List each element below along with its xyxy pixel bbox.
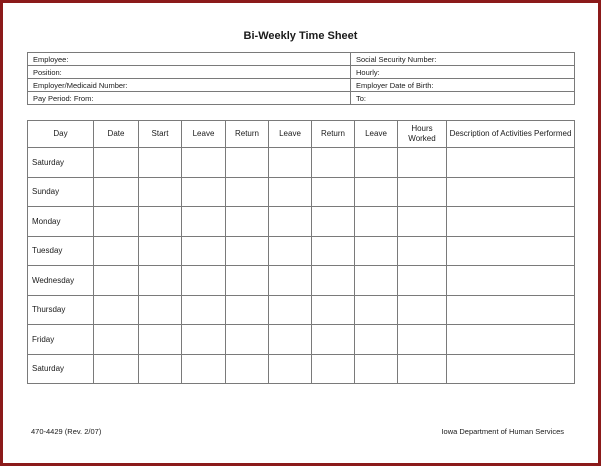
entry-cell[interactable] — [312, 148, 355, 178]
table-row — [28, 207, 575, 237]
entry-cell[interactable] — [398, 266, 447, 296]
hourly-field[interactable]: Hourly: — [351, 66, 575, 79]
entry-cell[interactable] — [355, 148, 398, 178]
header-row — [28, 121, 575, 148]
entry-cell[interactable] — [94, 236, 139, 266]
entry-cell[interactable] — [447, 295, 575, 325]
entry-cell[interactable] — [312, 354, 355, 384]
entry-cell[interactable] — [139, 177, 182, 207]
entry-cell[interactable] — [398, 207, 447, 237]
ssn-field[interactable]: Social Security Number: — [351, 53, 575, 66]
info-row — [28, 79, 575, 92]
entry-cell[interactable] — [312, 266, 355, 296]
employee-info-table — [27, 52, 575, 105]
entry-cell[interactable] — [182, 354, 226, 384]
entry-cell[interactable] — [139, 207, 182, 237]
entry-cell[interactable] — [447, 207, 575, 237]
entry-cell[interactable] — [182, 148, 226, 178]
entry-cell[interactable] — [269, 325, 312, 355]
entry-cell[interactable] — [94, 266, 139, 296]
entry-cell[interactable] — [182, 325, 226, 355]
entry-cell[interactable] — [312, 295, 355, 325]
entry-cell[interactable] — [269, 207, 312, 237]
entry-cell[interactable] — [182, 177, 226, 207]
info-row — [28, 92, 575, 105]
entry-cell[interactable] — [94, 207, 139, 237]
entry-cell[interactable] — [226, 354, 269, 384]
position-field[interactable]: Position: — [28, 66, 351, 79]
document-title: Bi-Weekly Time Sheet — [243, 30, 358, 42]
entry-cell[interactable] — [447, 148, 575, 178]
entry-cell[interactable] — [355, 236, 398, 266]
day-cell: Saturday — [28, 354, 94, 384]
column-header-date: Date — [94, 121, 139, 148]
table-row — [28, 236, 575, 266]
entry-cell[interactable] — [94, 295, 139, 325]
table-row — [28, 325, 575, 355]
entry-cell[interactable] — [398, 354, 447, 384]
pay-period-to-field[interactable]: To: — [351, 92, 575, 105]
column-header-return: Return — [226, 121, 269, 148]
entry-cell[interactable] — [182, 236, 226, 266]
entry-cell[interactable] — [447, 266, 575, 296]
entry-cell[interactable] — [312, 177, 355, 207]
entry-cell[interactable] — [447, 236, 575, 266]
entry-cell[interactable] — [269, 148, 312, 178]
entry-cell[interactable] — [226, 148, 269, 178]
table-row — [28, 354, 575, 384]
entry-cell[interactable] — [398, 295, 447, 325]
entry-cell[interactable] — [398, 177, 447, 207]
column-header-day: Day — [28, 121, 94, 148]
pay-period-from-field[interactable]: Pay Period: From: — [28, 92, 351, 105]
entry-cell[interactable] — [269, 354, 312, 384]
day-cell: Sunday — [28, 177, 94, 207]
entry-cell[interactable] — [94, 325, 139, 355]
entry-cell[interactable] — [139, 266, 182, 296]
entry-cell[interactable] — [94, 354, 139, 384]
timesheet-grid — [27, 120, 575, 384]
form-number: 470-4429 (Rev. 2/07) — [31, 427, 102, 436]
entry-cell[interactable] — [447, 325, 575, 355]
entry-cell[interactable] — [226, 295, 269, 325]
entry-cell[interactable] — [355, 295, 398, 325]
day-cell: Thursday — [28, 295, 94, 325]
entry-cell[interactable] — [182, 207, 226, 237]
entry-cell[interactable] — [139, 295, 182, 325]
info-row — [28, 53, 575, 66]
entry-cell[interactable] — [312, 325, 355, 355]
employer-medicaid-number-field[interactable]: Employer/Medicaid Number: — [28, 79, 351, 92]
entry-cell[interactable] — [139, 236, 182, 266]
column-header-description: Description of Activities Performed — [447, 121, 575, 148]
entry-cell[interactable] — [312, 236, 355, 266]
entry-cell[interactable] — [182, 295, 226, 325]
column-header-leave: Leave — [355, 121, 398, 148]
entry-cell[interactable] — [226, 177, 269, 207]
entry-cell[interactable] — [355, 325, 398, 355]
table-row — [28, 295, 575, 325]
day-cell: Wednesday — [28, 266, 94, 296]
column-header-leave: Leave — [269, 121, 312, 148]
entry-cell[interactable] — [269, 236, 312, 266]
entry-cell[interactable] — [447, 177, 575, 207]
column-header-leave: Leave — [182, 121, 226, 148]
entry-cell[interactable] — [398, 325, 447, 355]
table-row — [28, 266, 575, 296]
day-cell: Tuesday — [28, 236, 94, 266]
entry-cell[interactable] — [355, 207, 398, 237]
entry-cell[interactable] — [226, 207, 269, 237]
entry-cell[interactable] — [139, 148, 182, 178]
entry-cell[interactable] — [94, 148, 139, 178]
employee-field[interactable]: Employee: — [28, 53, 351, 66]
entry-cell[interactable] — [94, 177, 139, 207]
entry-cell[interactable] — [447, 354, 575, 384]
entry-cell[interactable] — [139, 354, 182, 384]
column-header-return: Return — [312, 121, 355, 148]
entry-cell[interactable] — [312, 207, 355, 237]
entry-cell[interactable] — [269, 266, 312, 296]
entry-cell[interactable] — [139, 325, 182, 355]
column-header-start: Start — [139, 121, 182, 148]
day-cell: Saturday — [28, 148, 94, 178]
column-header-hours-worked: Hours Worked — [398, 121, 447, 148]
employer-dob-field[interactable]: Employer Date of Birth: — [351, 79, 575, 92]
entry-cell[interactable] — [355, 266, 398, 296]
entry-cell[interactable] — [398, 236, 447, 266]
entry-cell[interactable] — [226, 266, 269, 296]
entry-cell[interactable] — [269, 177, 312, 207]
entry-cell[interactable] — [355, 177, 398, 207]
table-row — [28, 148, 575, 178]
agency-name: Iowa Department of Human Services — [441, 427, 564, 436]
entry-cell[interactable] — [226, 236, 269, 266]
entry-cell[interactable] — [182, 266, 226, 296]
info-row — [28, 66, 575, 79]
entry-cell[interactable] — [398, 148, 447, 178]
table-row — [28, 177, 575, 207]
entry-cell[interactable] — [269, 295, 312, 325]
entry-cell[interactable] — [226, 325, 269, 355]
day-cell: Friday — [28, 325, 94, 355]
entry-cell[interactable] — [355, 354, 398, 384]
day-cell: Monday — [28, 207, 94, 237]
